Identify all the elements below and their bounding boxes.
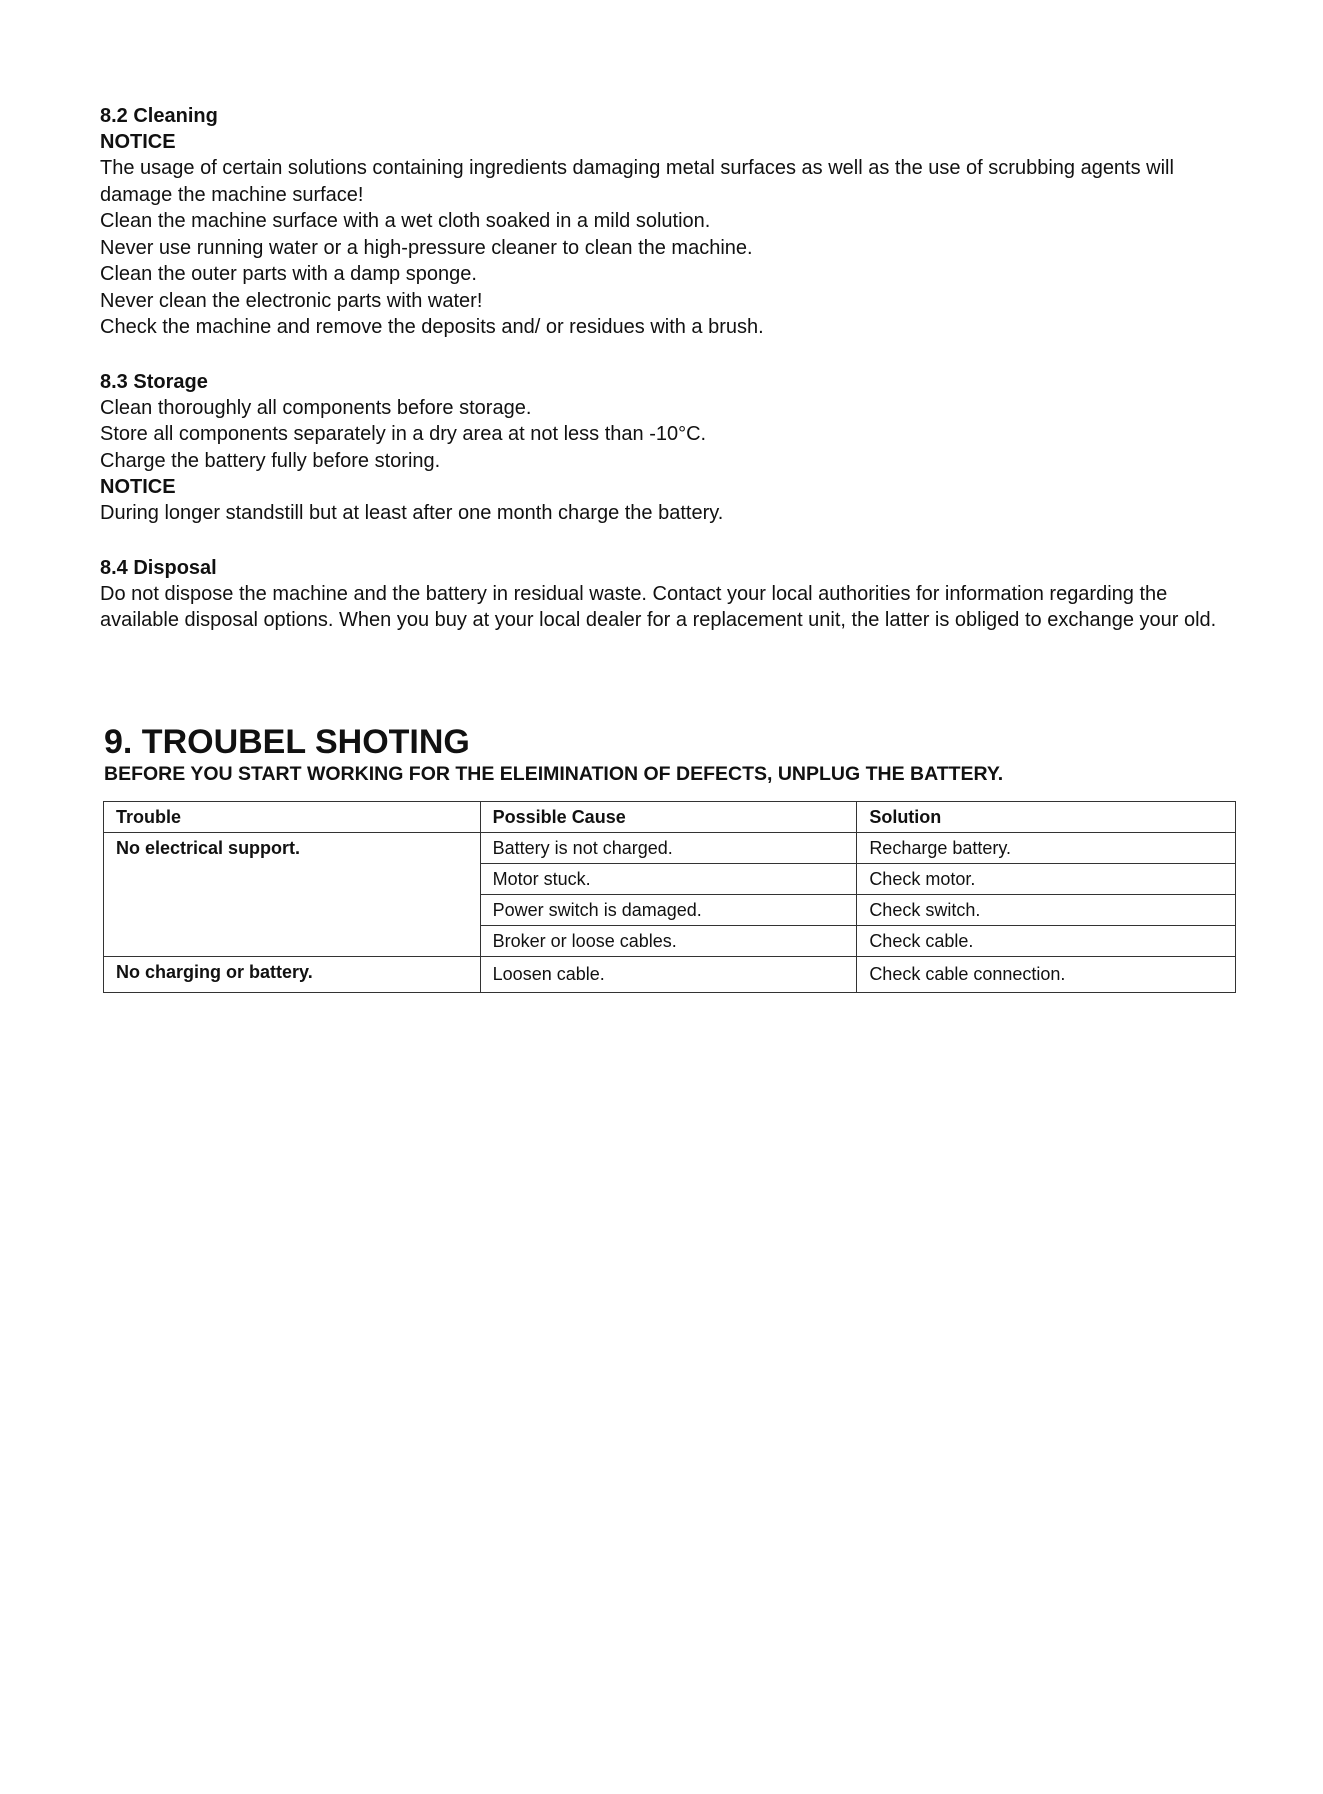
trouble-cell: No electrical support. xyxy=(104,833,481,957)
cleaning-warning-text: The usage of certain solutions containing ingredients damaging metal surfaces as well as the use of scrubbing agents will damage the machine surface! xyxy=(100,157,1174,206)
table-row xyxy=(104,833,1236,864)
solution-cell: Recharge battery. xyxy=(857,833,1236,864)
cause-cell: Motor stuck. xyxy=(480,864,857,895)
disposal-text: Do not dispose the machine and the battery in residual waste. Contact your local authorities for information regarding the available disposal options. When you buy at your local dealer for a replacement unit, the latter is obliged to exchange your old. xyxy=(100,582,1217,631)
cleaning-step: Clean the machine surface with a wet cloth soaked in a mild solution. xyxy=(100,210,711,232)
solution-cell: Check cable. xyxy=(857,926,1236,957)
disposal-heading: 8.4 Disposal xyxy=(100,556,217,579)
cleaning-step: Never clean the electronic parts with water! xyxy=(100,289,483,312)
storage-notice-label: NOTICE xyxy=(100,476,176,498)
storage-heading: 8.3 Storage xyxy=(100,370,208,393)
manual-page xyxy=(100,103,1240,662)
solution-cell: Check switch. xyxy=(857,895,1236,926)
cause-cell: Broker or loose cables. xyxy=(480,926,857,957)
troubleshooting-warning: BEFORE YOU START WORKING FOR THE ELEIMINATION OF DEFECTS, UNPLUG THE BATTERY. xyxy=(104,763,1004,785)
storage-section xyxy=(100,369,1240,527)
trouble-cell: No charging or battery. xyxy=(104,957,481,993)
cause-cell: Battery is not charged. xyxy=(480,833,857,864)
cause-cell: Loosen cable. xyxy=(480,957,857,993)
storage-step: Charge the battery fully before storing. xyxy=(100,449,441,472)
cleaning-heading: 8.2 Cleaning xyxy=(100,105,218,127)
troubleshooting-header xyxy=(104,722,1239,786)
column-header-solution: Solution xyxy=(857,802,1236,833)
table-row xyxy=(104,957,1236,993)
cause-cell: Power switch is damaged. xyxy=(480,895,857,926)
disposal-section xyxy=(100,555,1240,634)
troubleshooting-title: 9. TROUBEL SHOTING xyxy=(104,723,470,761)
cleaning-notice-label: NOTICE xyxy=(100,131,176,153)
storage-notice-text: During longer standstill but at least after one month charge the battery. xyxy=(100,502,724,524)
column-header-cause: Possible Cause xyxy=(480,802,857,833)
cleaning-step: Clean the outer parts with a damp sponge. xyxy=(100,263,477,285)
storage-step: Clean thoroughly all components before storage. xyxy=(100,396,532,419)
cleaning-step: Never use running water or a high-pressure cleaner to clean the machine. xyxy=(100,236,753,259)
storage-step: Store all components separately in a dry area at not less than -10°C. xyxy=(100,423,707,445)
solution-cell: Check cable connection. xyxy=(857,957,1236,993)
solution-cell: Check motor. xyxy=(857,864,1236,895)
cleaning-step: Check the machine and remove the deposits and/ or residues with a brush. xyxy=(100,316,764,338)
column-header-trouble: Trouble xyxy=(104,802,481,833)
cleaning-section xyxy=(100,103,1240,341)
table-header-row xyxy=(104,802,1236,833)
troubleshooting-table xyxy=(103,801,1236,993)
